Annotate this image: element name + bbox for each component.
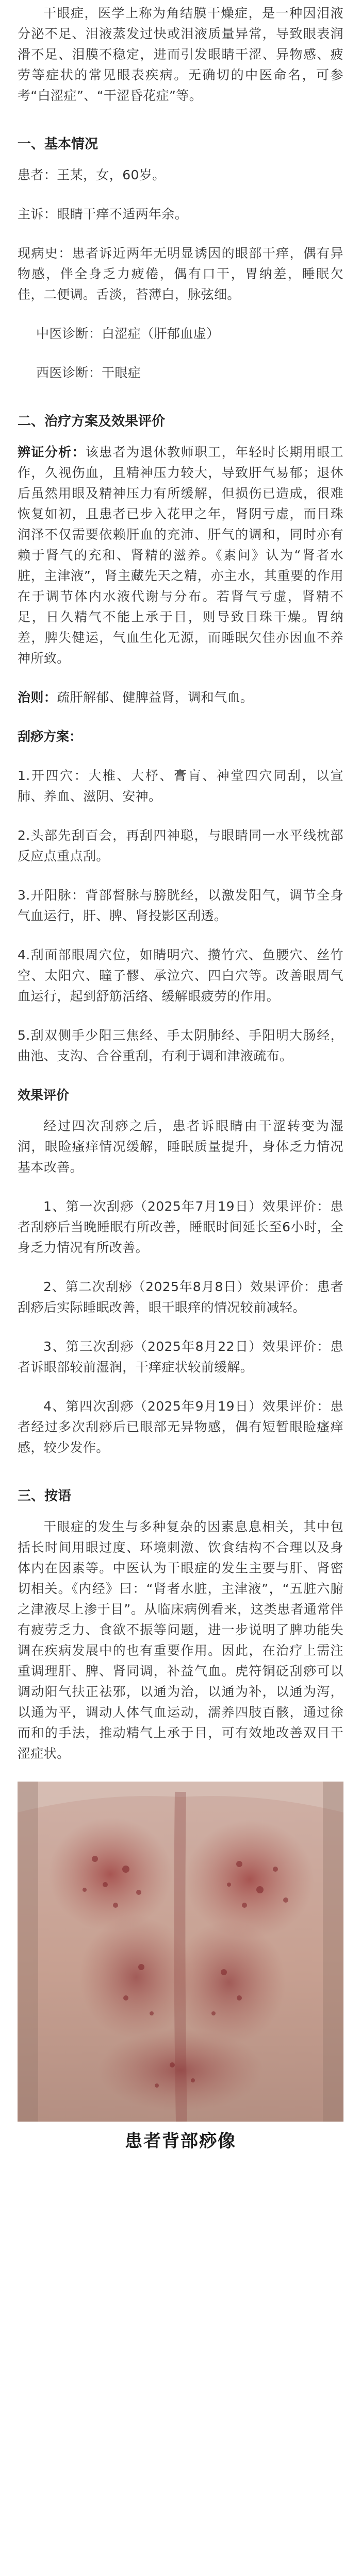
treatment-principle [18, 687, 343, 708]
scraping-step: 1.开四穴：大椎、大杼、膏肓、神堂四穴同刮，以宣肺、养血、滋阴、安神。 [18, 768, 343, 804]
western-diagnosis: 西医诊断：干眼症 [36, 365, 141, 380]
commentary-paragraph: 干眼症的发生与多种复杂的因素息息相关，其中包括长时间用眼过度、环境刺激、饮食结构不合理以及身体内在因素等。中医认为干眼症的发生主要与肝、肾密切相关。《内经》曰：“肾者水脏，主津液”，“五脏六腑之津液尽上渗于目”。从临床病例看来，这类患者通常伴有疲劳乏力、食欲不振等问题，进一步说明了脾功能失调在疾病发展中的也有重要作用。因此，在治疗上需注重调理肝、脾、肾同调，补益气血。虎符铜砭刮痧可以调动阳气扶正祛邪，以通为治，以通为补，以通为泻，以通为平，调动人体气血运动，濡养四肢百骸，通过徐而和的手法，推动精气上承于目，可有效地改善双目干涩症状。 [18, 1519, 343, 1761]
section-title-basic-info: 一、基本情况 [18, 137, 99, 152]
chief-complaint: 主诉：眼睛干痒不适两年余。 [18, 207, 188, 222]
scraping-step: 2.头部先刮百会，再刮四神聪，与眼睛同一水平线枕部反应点重点刮。 [18, 828, 343, 863]
scraping-step: 4.刮面部眼周穴位，如睛明穴、攒竹穴、鱼腰穴、丝竹空、太阳穴、瞳子髎、承泣穴、四白穴等。改善眼周气血运行，起到舒筋活络、缓解眼疲劳的作用。 [18, 947, 343, 1004]
effect-summary: 经过四次刮痧之后，患者诉眼睛由干涩转变为湿润，眼睑瘙痒情况缓解，睡眠质量提升，身体乏力情况基本改善。 [18, 1118, 343, 1175]
syndrome-analysis [18, 442, 343, 669]
back-photo-illustration [18, 1782, 343, 2122]
scraping-step: 3.开阳脉：背部督脉与膀胱经，以激发阳气，调节全身气血运行，肝、脾、肾投影区刮透。 [18, 888, 343, 923]
back-scraping-photo [18, 1782, 343, 2122]
method-label: 治则： [18, 690, 57, 705]
intro-paragraph: 干眼症，医学上称为角结膜干燥症，是一种因泪液分泌不足、泪液蒸发过快或泪液质量异常，导致眼表润滑不足、泪膜不稳定，进而引发眼睛干涩、异物感、疲劳等症状的常见眼表疾病。无确切的中医命名，可参考“白涩症”、“干涩昏花症”等。 [18, 6, 343, 103]
section-title-treatment: 二、治疗方案及效果评价 [18, 414, 166, 429]
session-evaluation: 2、第二次刮痧（2025年8月8日）效果评价：患者刮痧后实际睡眠改善，眼干眼痒的情况较前减轻。 [18, 1279, 343, 1315]
section-title-commentary: 三、按语 [18, 1488, 72, 1504]
figure-caption: 患者背部痧像 [125, 2131, 236, 2151]
method-text: 疏肝解郁、健脾益肾，调和气血。 [57, 690, 254, 705]
session-evaluation: 4、第四次刮痧（2025年9月19日）效果评价：患者经过多次刮痧后已眼部无异物感，偶有短暂眼睑瘙痒感，较少发作。 [18, 1399, 343, 1455]
present-history: 现病史：患者诉近两年无明显诱因的眼部干痒，偶有异物感，伴全身乏力疲倦，偶有口干，胃纳差，睡眠欠佳，二便调。舌淡，苔薄白，脉弦细。 [18, 246, 343, 302]
tcm-diagnosis: 中医诊断：白涩症（肝郁血虚） [36, 326, 220, 341]
scraping-plan-title: 刮痧方案： [18, 729, 83, 744]
scraping-step: 5.刮双侧手少阳三焦经、手太阴肺经、手阳明大肠经，曲池、支沟、合谷重刮，有利于调和津液疏布。 [18, 1028, 343, 1063]
effect-evaluation-title: 效果评价 [18, 1088, 70, 1103]
analysis-label: 辨证分析： [18, 445, 86, 460]
patient-info: 患者：王某，女，60岁。 [18, 167, 166, 182]
analysis-text: 该患者为退休教师职工，年轻时长期用眼工作，久视伤血，且精神压力较大，导致肝气易郁；退休后虽然用眼及精神压力有所缓解，但损伤已造成，很难恢复如初，且患者已步入花甲之年，肾阴亏虚，而目珠润泽不仅需要依赖肝血的充沛、肝气的调和，同时亦有赖于肾气的充和、肾精的滋养。《素问》认为“肾者水脏，主津液”，肾主藏先天之精，亦主水，其重要的作用在于调节体内水液代谢与分布。若肾气亏虚，肾精不足，日久精气不能上承于目，则导致目珠干燥。胃纳差，脾失健运，气血生化无源，而睡眠欠佳亦因血不养神所致。 [18, 445, 343, 666]
session-evaluation: 3、第三次刮痧（2025年8月22日）效果评价：患者诉眼部较前湿润，干痒症状较前缓解。 [18, 1339, 343, 1375]
session-evaluation: 1、第一次刮痧（2025年7月19日）效果评价：患者刮痧后当晚睡眠有所改善，睡眠时间延长至6小时，全身乏力情况有所改善。 [18, 1199, 343, 1255]
